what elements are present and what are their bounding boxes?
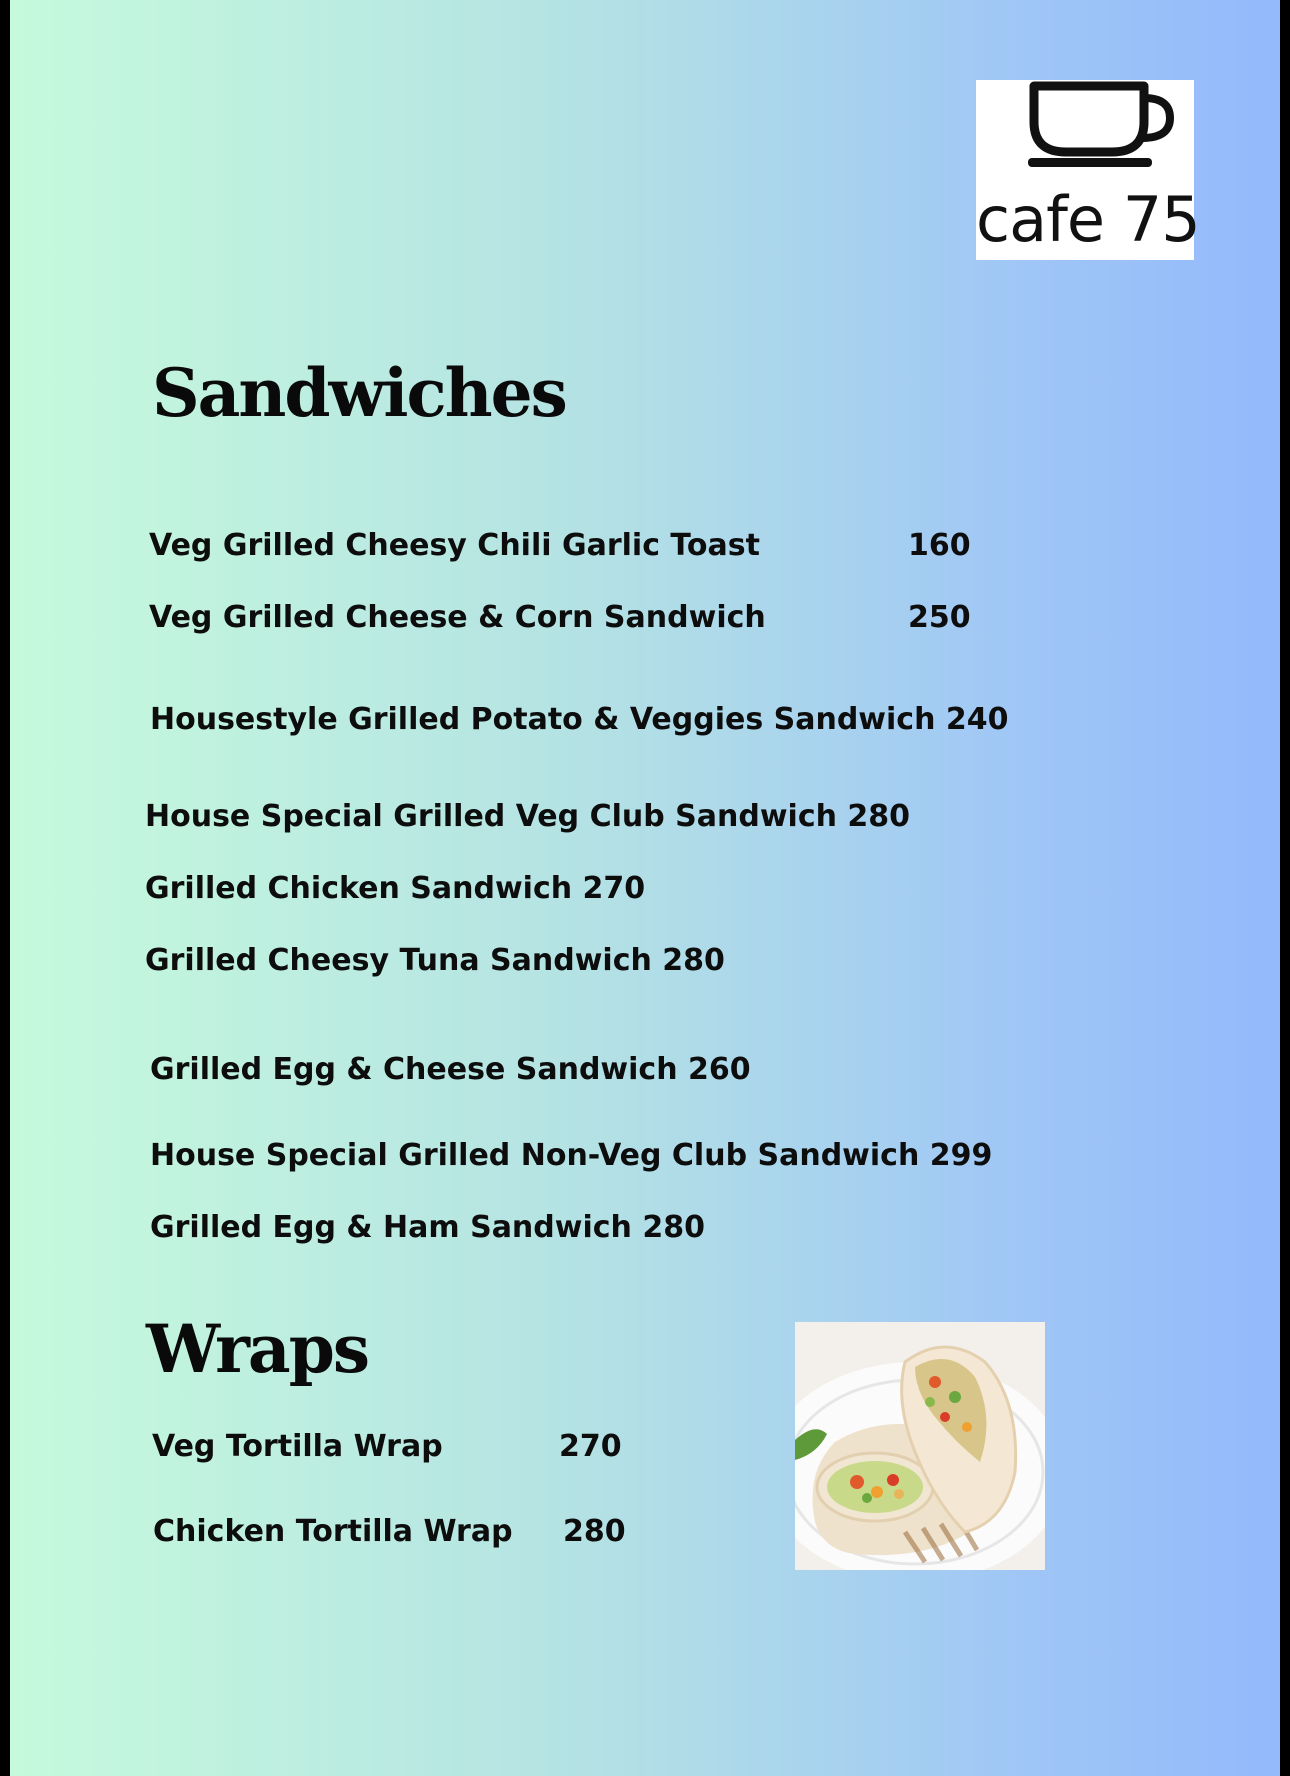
menu-item: Grilled Chicken Sandwich 270: [145, 871, 646, 906]
menu-item: Grilled Egg & Ham Sandwich 280: [150, 1210, 705, 1245]
menu-item: Grilled Cheesy Tuna Sandwich 280: [145, 943, 725, 978]
menu-item: Veg Grilled Cheese & Corn Sandwich: [149, 600, 766, 635]
menu-item: Veg Grilled Cheesy Chili Garlic Toast: [149, 528, 760, 563]
menu-item-price: 270: [559, 1429, 622, 1464]
menu-item: Veg Tortilla Wrap: [152, 1429, 443, 1464]
menu-item: House Special Grilled Non-Veg Club Sandwich 299: [150, 1138, 993, 1173]
menu-item: Chicken Tortilla Wrap: [153, 1514, 513, 1549]
logo-text: cafe 75: [976, 183, 1200, 256]
coffee-cup-icon: [976, 80, 1194, 190]
tortilla-wrap-photo: [795, 1322, 1045, 1570]
menu-item-price: 250: [908, 600, 971, 635]
menu-item-price: 280: [563, 1514, 626, 1549]
cafe-logo: [976, 80, 1200, 260]
menu-item-price: 160: [908, 528, 971, 563]
menu-item: Grilled Egg & Cheese Sandwich 260: [150, 1052, 751, 1087]
menu-page: [10, 0, 1280, 1776]
menu-item: Housestyle Grilled Potato & Veggies Sandwich 240: [150, 702, 1009, 737]
menu-item: House Special Grilled Veg Club Sandwich 280: [145, 799, 911, 834]
sandwiches-title: Sandwiches: [152, 354, 566, 432]
wraps-title: Wraps: [146, 1310, 368, 1388]
